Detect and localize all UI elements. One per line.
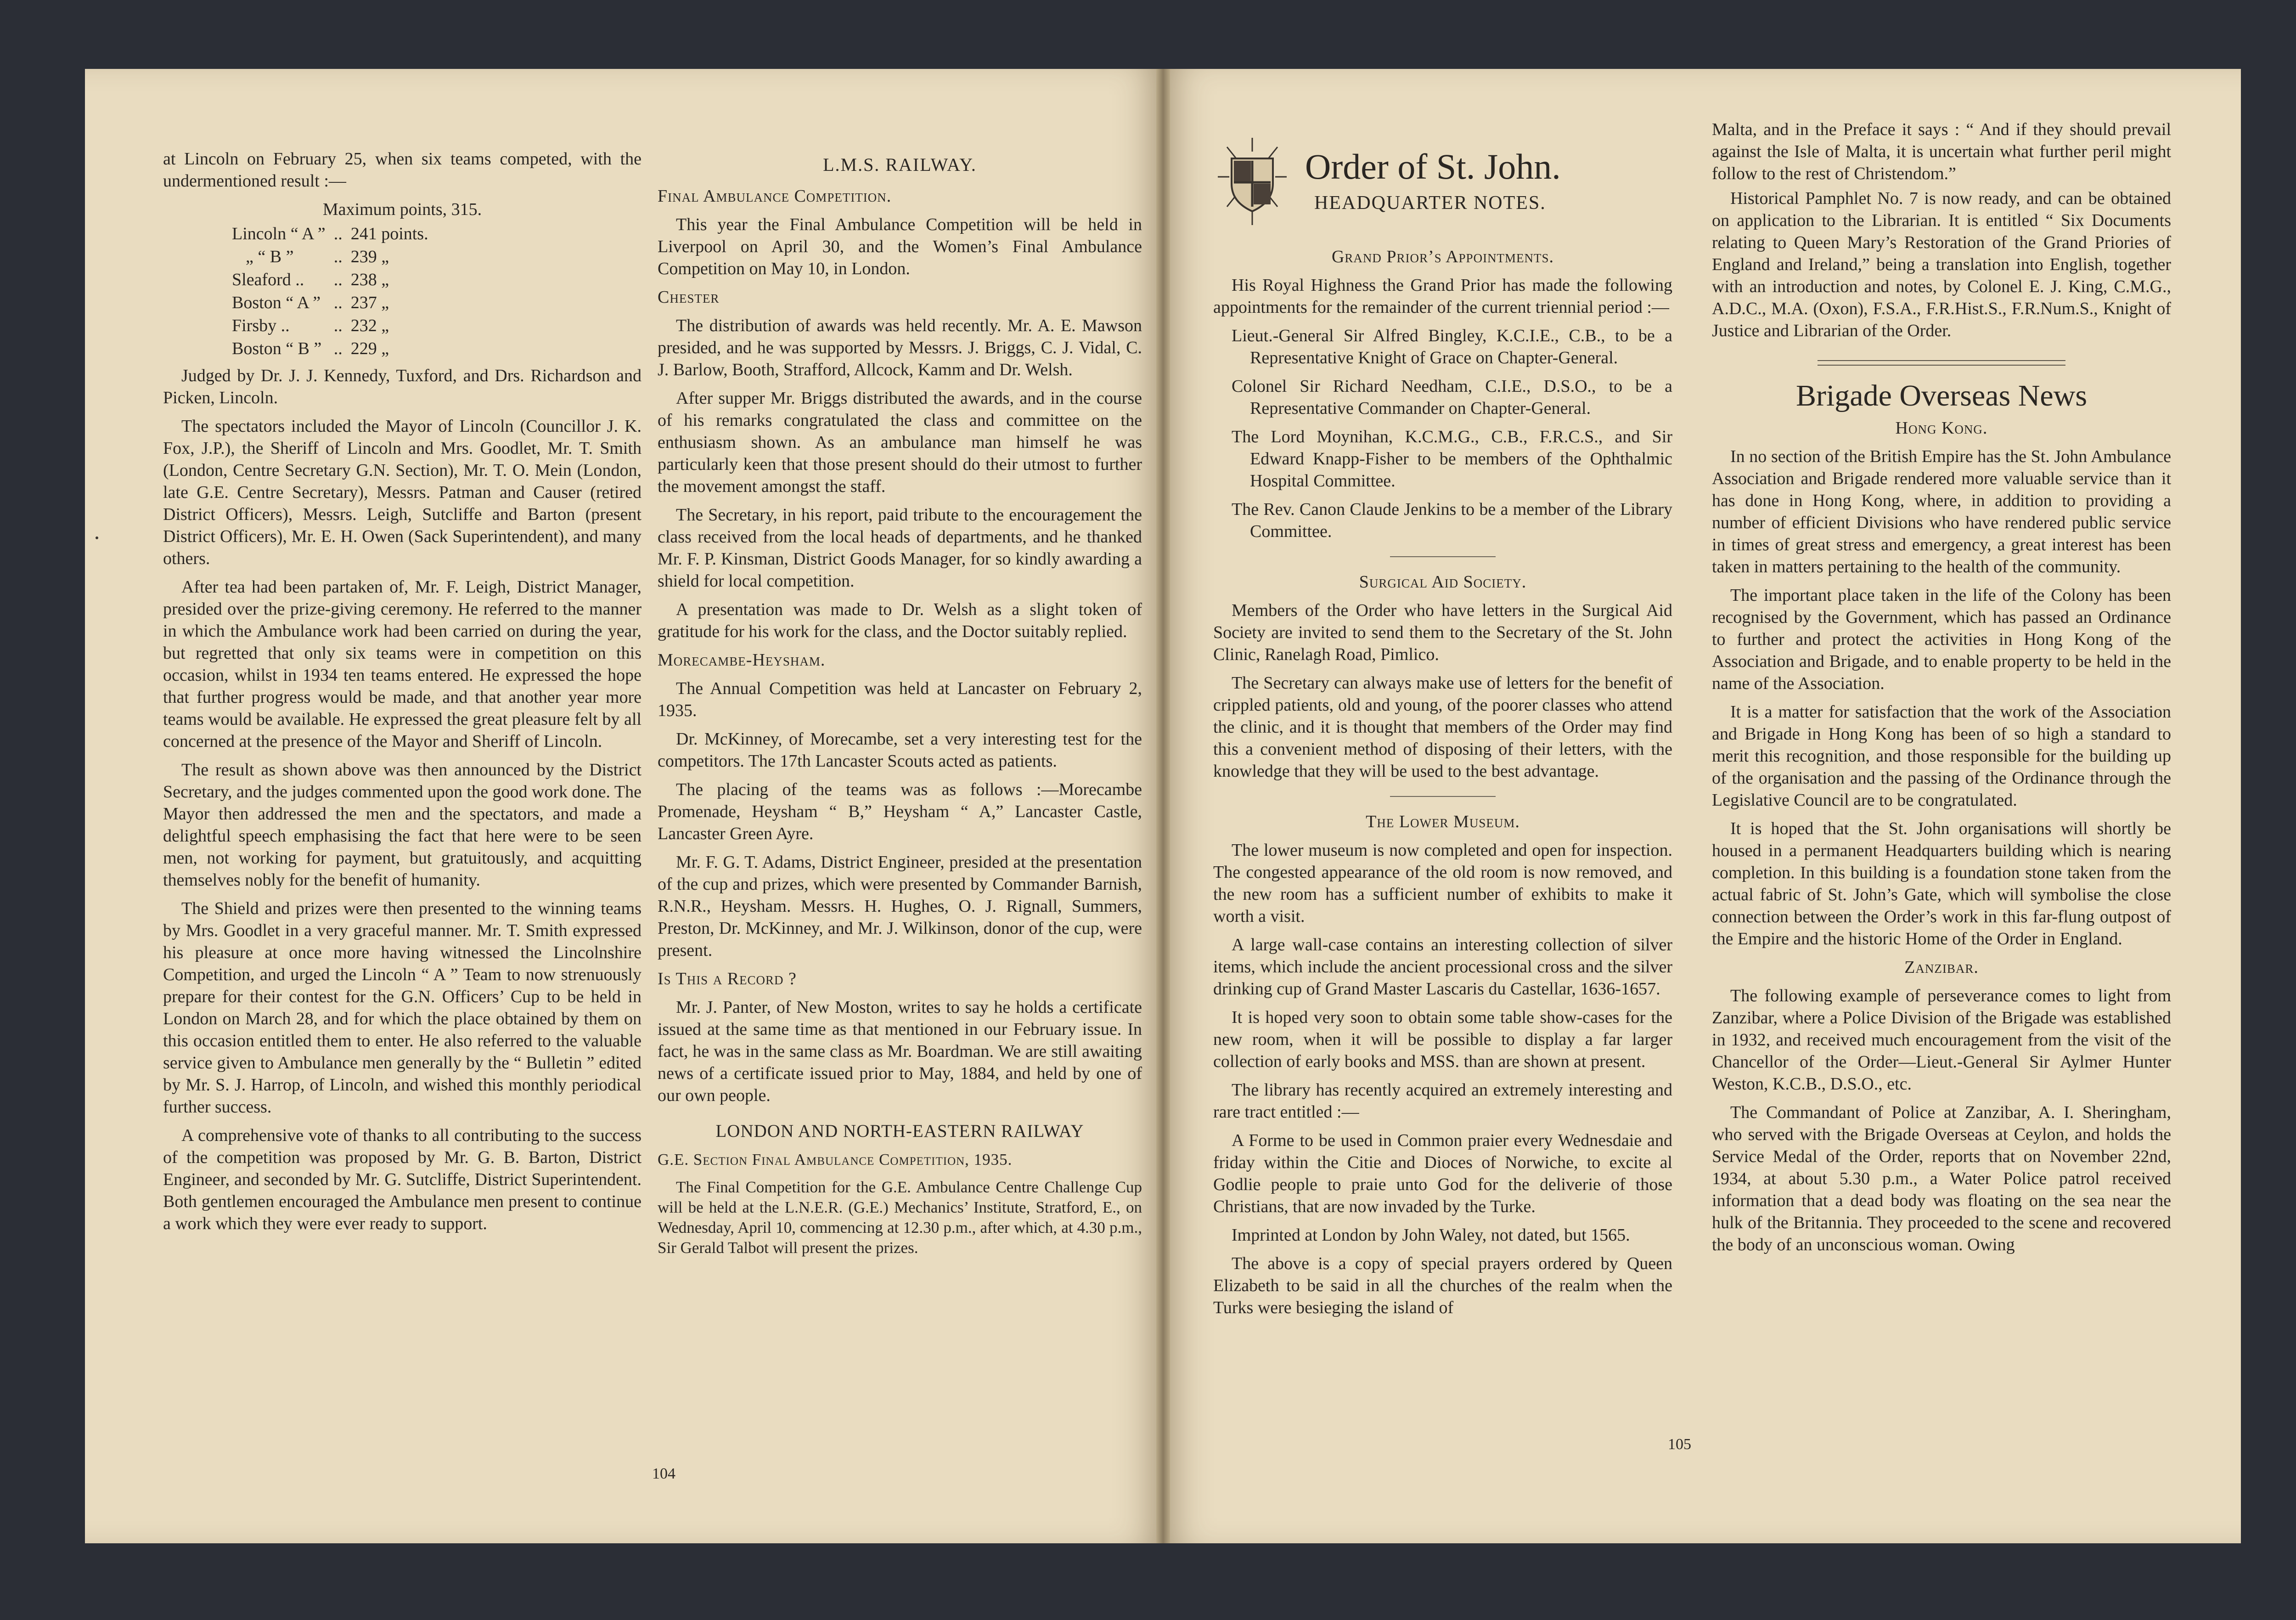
paragraph: The Final Competition for the G.E. Ambulance Centre Challenge Cup will be held at the L.N.E.R. (G.E.) Mechanics’ Institute, Stratford, E., on Wednesday, April 10, commencing at 12.30 p.m., after which, at 4.30 p.m., Sir Gerald Talbot will present the prizes.	[658, 1178, 1142, 1257]
table-row: Firsby .. .. 232 „	[232, 316, 389, 335]
paragraph: Historical Pamphlet No. 7 is now ready, and can be obtained on application to the Librarian. It is entitled “ Six Documents relating to Queen Mary’s Restoration of the Grand Priories of England and Ireland,” being a translation into English, together with an introduction and notes, by Colonel E. J. King, C.M.G., A.D.C., M.A. (Oxon), F.S.A., F.R.Hist.S., F.R.Num.S., Knight of Justice and Librarian of the Order.	[1712, 189, 2171, 340]
paragraph: Mr. F. G. T. Adams, District Engineer, presided at the presentation of the cup and prizes, which were presented by Commander Barnish, R.N.R., Heysham. Messrs. H. Hughes, O. J. Rignall, Summers, Preston, Dr. McKinney, and Mr. J. Wilkinson, donor of the cup, were present.	[658, 852, 1142, 960]
subheading: Chester	[658, 288, 720, 307]
table-row: Boston “ A ” .. 237 „	[232, 293, 389, 312]
subheading: Grand Prior’s Appointments.	[1331, 247, 1554, 266]
paragraph: It is hoped very soon to obtain some table show-cases for the new room, when it will be possible to display a far larger collection of early books and MSS. than are shown at present.	[1213, 1008, 1672, 1071]
paragraph: The spectators included the Mayor of Lincoln (Councillor J. K. Fox, J.P.), the Sheriff of Lincoln and Mrs. Goodlet, Mr. T. Smith (London, Centre Secretary G.N. Section), Mr. T. O. Mein (London, late G.E. Centre Secretary), Messrs. Patman and Causer (retired District Officers), Messrs. Leigh, Sutcliffe and Barton (present District Officers), Mr. E. H. Owen (Sack Superintendent), and many others.	[163, 417, 642, 568]
appointment-item: Colonel Sir Richard Needham, C.I.E., D.S.O., to be a Representative Commander on Chapter-General.	[1232, 377, 1672, 418]
page-number: 105	[1668, 1436, 1691, 1453]
paragraph: After supper Mr. Briggs distributed the awards, and in the course of his remarks congratulated the class and committee on the enthusiasm shown. As an ambulance man himself he was particularly keen that those present should do their utmost to further the movement amongst the staff.	[658, 389, 1142, 496]
paragraph: The distribution of awards was held recently. Mr. A. E. Mawson presided, and he was supported by Messrs. J. Briggs, C. J. Vidal, C. J. Barlow, Booth, Strafford, Allcock, Kamm and Dr. Welsh.	[658, 316, 1142, 379]
right-column-2	[1712, 119, 2171, 1262]
subheading: G.E. Section Final Ambulance Competition, 1935.	[658, 1151, 1013, 1168]
paragraph: The placing of the teams was as follows :—Morecambe Promenade, Heysham “ B,” Heysham “ A,” Lancaster Castle, Lancaster Green Ayre.	[658, 780, 1142, 843]
paragraph: Malta, and in the Preface it says : “ And if they should prevail against the Isle of Malta, it is uncertain what further peril might follow to the rest of Christendom.”	[1712, 120, 2171, 183]
paragraph: The Commandant of Police at Zanzibar, A. I. Sheringham, who served with the Brigade Overseas at Ceylon, and holds the Service Medal of the Order, reports that on November 22nd, 1934, at about 5.30 p.m., a Water Police patrol received information that a dead body was floating on the sea near the hulk of the Britannia. They proceeded to the scene and recovered the body of an unconscious woman. Owing	[1712, 1103, 2171, 1254]
paragraph: The Annual Competition was held at Lancaster on February 2, 1935.	[658, 679, 1142, 720]
subheading: Zanzibar.	[1904, 958, 1979, 977]
paragraph: After tea had been partaken of, Mr. F. Leigh, District Manager, presided over the prize-giving ceremony. He referred to the manner in which the Ambulance work had been carried on during the year, but regretted that only six teams were in competition on this occasion, whilst in 1934 ten teams entered. He expressed the hope that further progress would be made, and that another year more teams would be available. He expressed the great pleasure felt by all concerned at the presence of the Mayor and Sheriff of Lincoln.	[163, 577, 642, 751]
paragraph: Judged by Dr. J. J. Kennedy, Tuxford, and Drs. Richardson and Picken, Lincoln.	[163, 366, 642, 407]
section-divider	[1390, 796, 1496, 797]
subheading: Final Ambulance Competition.	[658, 186, 892, 206]
double-rule-divider	[1818, 360, 2065, 366]
page-number: 104	[652, 1465, 675, 1482]
paragraph: Members of the Order who have letters in the Surgical Aid Society are invited to send them to the Secretary of the St. John Clinic, Ranelagh Road, Pimlico.	[1213, 601, 1672, 664]
paragraph: The result as shown above was then announced by the District Secretary, and the judges commented upon the good work done. The Mayor then addressed the men and the spectators, and made a delightful speech emphasising the fact that here were to be seen men, not working for payment, but gratuitously, and acquitting themselves nobly for the benefit of humanity.	[163, 760, 642, 890]
paragraph: The Shield and prizes were then presented to the winning teams by Mrs. Goodlet in a very graceful manner. Mr. T. Smith expressed his pleasure at once more having witnessed the Lincolnshire Competition, and urged the Lincoln “ A ” Team to now strenuously prepare for their contest for the G.N. Officers’ Cup to be held in London on March 28, and for which the place obtained by them on this occasion entitled them to enter. He also referred to the valuable service given to Ambulance men generally by the “ Bulletin ” edited by Mr. S. J. Harrop, of Lincoln, and wished this monthly periodical further success.	[163, 899, 642, 1117]
right-column-1	[1213, 138, 1672, 1325]
paragraph: It is hoped that the St. John organisations will shortly be housed in a permanent Headquarters building which is nearing completion. In this building is a foundation stone taken from the actual fabric of St. John’s Gate, which will symbolise the close connection between the Order’s work in this far-flung outpost of the Empire and the historic Home of the Order in England.	[1712, 819, 2171, 948]
left-column-1	[163, 148, 642, 1241]
paragraph: The Secretary, in his report, paid tribute to the encouragement the class received from the local heads of departments, and he thanked Mr. F. P. Kinsman, District Goods Manager, for so kindly awarding a shield for local competition.	[658, 505, 1142, 591]
quoted-tract: A Forme to be used in Common praier every Wednesdaie and friday within the Citie and Dioces of Norwiche, to excite al Godlie people to praie unto God for the deliverie of those Christians, that are now invaded by the Turke.	[1213, 1131, 1672, 1216]
appointment-item: The Rev. Canon Claude Jenkins to be a member of the Library Committee.	[1232, 500, 1672, 541]
left-column-2	[658, 154, 1142, 1264]
order-title: Order of St. John.	[1305, 147, 1561, 186]
paragraph: Mr. J. Panter, of New Moston, writes to say he holds a certificate issued at the same time as that mentioned in our February issue. In fact, he was in the same class as Mr. Boardman. We are still awaiting news of a certificate issued prior to May, 1884, and held by one of our own people.	[658, 998, 1142, 1105]
paragraph: It is a matter for satisfaction that the work of the Association and Brigade in Hong Kong has been of so high a standard to merit this recognition, and those responsible for the building up of the organisation and the passing of the Ordinance through the Legislative Council are to be congratulated.	[1712, 702, 2171, 810]
table-row: Boston “ B ” .. 229 „	[232, 339, 389, 358]
order-subtitle: HEADQUARTER NOTES.	[1314, 192, 1546, 214]
maximum-points: Maximum points, 315.	[322, 200, 482, 219]
paragraph: The following example of perseverance comes to light from Zanzibar, where a Police Division of the Brigade was established in 1932, and received much encouragement from the visit of the Chancellor of the Order—Lieut.-General Sir Aylmer Hunter Weston, K.C.B., D.S.O., etc.	[1712, 986, 2171, 1094]
paragraph: The library has recently acquired an extremely interesting and rare tract entitled :—	[1213, 1080, 1672, 1122]
paragraph: The above is a copy of special prayers ordered by Queen Elizabeth to be said in all the churches of the realm when the Turks were besieging the island of	[1213, 1254, 1672, 1317]
section-divider	[1390, 556, 1496, 557]
paragraph: The important place taken in the life of the Colony has been recognised by the Government, which has passed an Ordinance to further and protect the activities in Hong Kong of the Association and Brigade, and to enable property to be held in the name of the Association.	[1712, 586, 2171, 693]
intro-text: at Lincoln on February 25, when six teams competed, with the undermentioned result :—	[163, 149, 642, 191]
paragraph: Dr. McKinney, of Morecambe, set a very interesting test for the competitors. The 17th Lancaster Scouts acted as patients.	[658, 729, 1142, 771]
paragraph: His Royal Highness the Grand Prior has made the following appointments for the remainder of the current triennial period :—	[1213, 276, 1672, 317]
section-heading: Brigade Overseas News	[1795, 379, 2088, 412]
paragraph: A comprehensive vote of thanks to all contributing to the success of the competition was proposed by Mr. G. B. Barton, District Engineer, and seconded by Mr. G. Sutcliffe, District Superintendent. Both gentlemen encouraged the Ambulance men present to continue a work which they were ever ready to support.	[163, 1126, 642, 1233]
paragraph: In no section of the British Empire has the St. John Ambulance Association and Brigade rendered more valuable service than it has done in Hong Kong, where, in addition to providing a number of efficient Divisions who have rendered public service in times of great stress and emergency, a great interest has been taken in matters pertaining to the health of the community.	[1712, 447, 2171, 576]
results-table	[232, 222, 437, 360]
page-speck	[96, 536, 98, 539]
appointment-item: Lieut.-General Sir Alfred Bingley, K.C.I.E., C.B., to be a Representative Knight of Grace on Chapter-General.	[1232, 326, 1672, 367]
order-crest-icon	[1218, 138, 1287, 225]
appointment-item: The Lord Moynihan, K.C.M.G., C.B., F.R.C.S., and Sir Edward Knapp-Fisher to be members of the Ophthalmic Hospital Committee.	[1232, 427, 1672, 491]
subheading: Hong Kong.	[1895, 418, 1988, 438]
paragraph: The lower museum is now completed and open for inspection. The congested appearance of the old room is now removed, and the new room has a sufficient number of exhibits to make it worth a visit.	[1213, 841, 1672, 926]
section-heading: L.M.S. RAILWAY.	[823, 154, 977, 175]
paragraph: This year the Final Ambulance Competition will be held in Liverpool on April 30, and the Women’s Final Ambulance Competition on May 10, in London.	[658, 215, 1142, 278]
subheading: Morecambe-Heysham.	[658, 650, 826, 670]
table-row: „ “ B ” .. 239 „	[246, 247, 389, 266]
paragraph: A presentation was made to Dr. Welsh as a slight token of gratitude for his work for the class, and the Doctor suitably replied.	[658, 600, 1142, 641]
section-heading: LONDON AND NORTH-EASTERN RAILWAY	[715, 1121, 1084, 1141]
table-row: Sleaford .. .. 238 „	[232, 270, 389, 289]
book-gutter	[1156, 69, 1170, 1543]
paragraph: Imprinted at London by John Waley, not dated, but 1565.	[1232, 1225, 1630, 1245]
paragraph: The Secretary can always make use of letters for the benefit of crippled patients, old and young, of the poorer classes who attend the clinic, and it is thought that members of the Order may find this a convenient method of disposing of their letters, with the knowledge that they will be used to the best advantage.	[1213, 673, 1672, 781]
subheading: The Lower Museum.	[1366, 812, 1520, 831]
subheading: Is This a Record ?	[658, 969, 797, 988]
subheading: Surgical Aid Society.	[1359, 572, 1527, 592]
order-header	[1213, 138, 1672, 246]
table-row: Lincoln “ A ” .. 241 points.	[232, 224, 428, 243]
paragraph: A large wall-case contains an interesting collection of silver items, which include the ancient processional cross and the silver drinking cup of Grand Master Lascaris du Castellar, 1636-1657.	[1213, 935, 1672, 999]
